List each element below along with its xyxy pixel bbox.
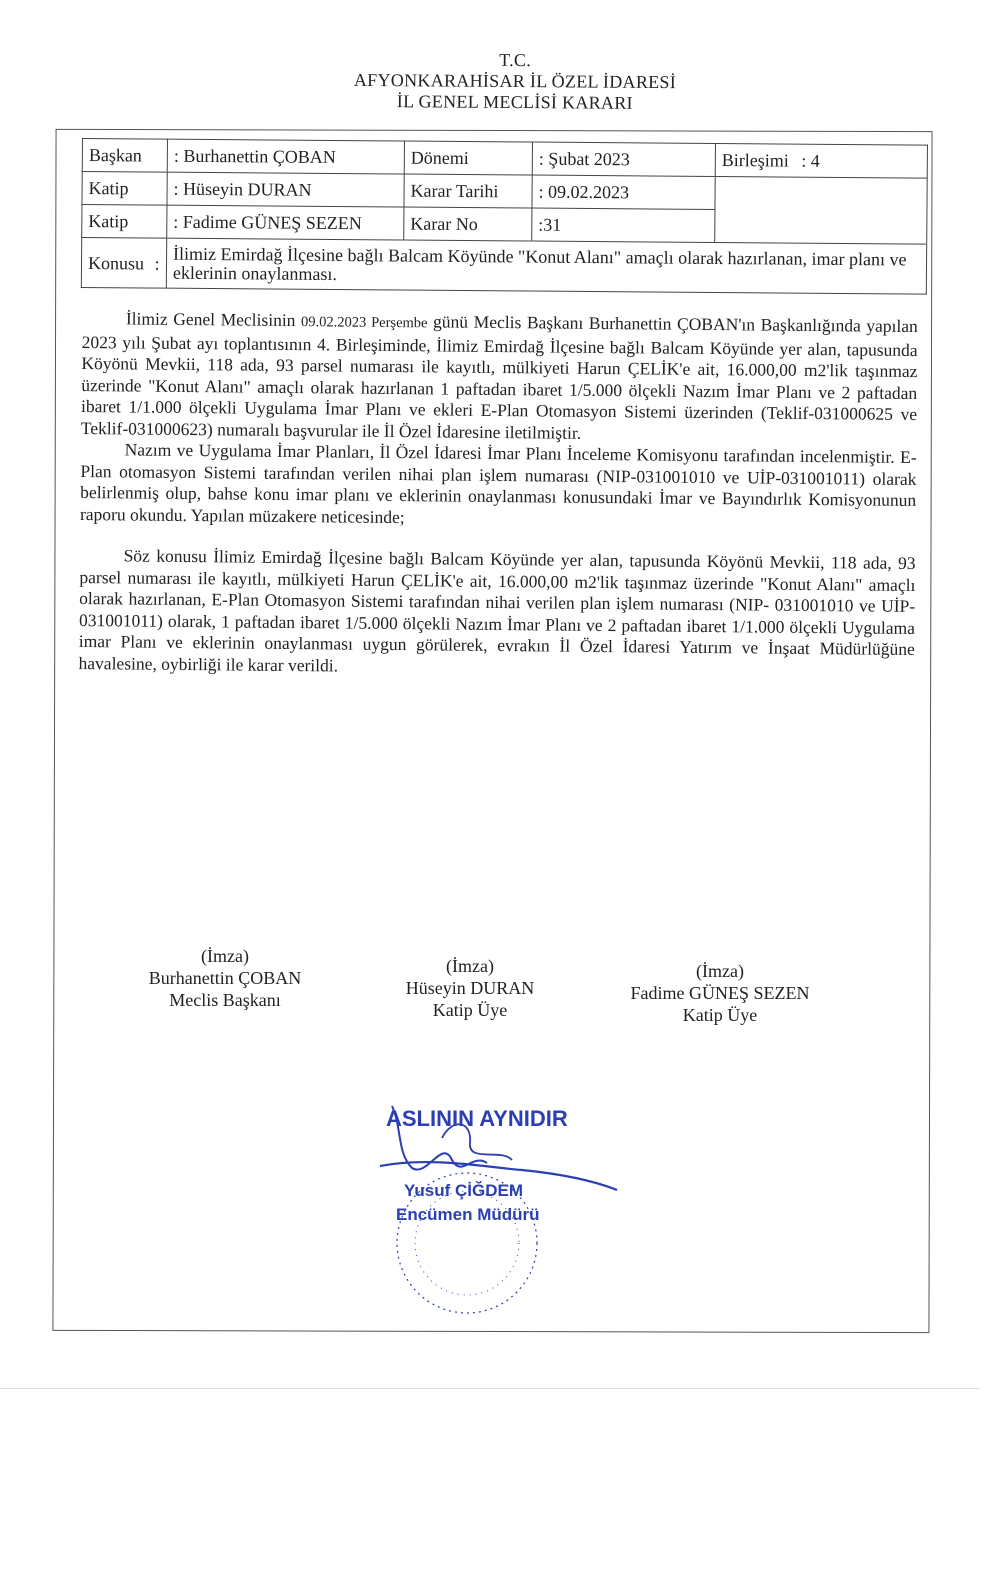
session-label: Birleşimi: [721, 150, 789, 171]
subject-label-text: Konusu: [87, 252, 145, 273]
term-label: Dönemi: [404, 141, 532, 175]
subject-colon: :: [154, 253, 160, 274]
signature-mark: (İmza): [696, 961, 744, 981]
clerk2-value: : Fadime GÜNEŞ SEZEN: [167, 205, 404, 240]
stamp-officer-title: Encümen Müdürü: [396, 1205, 540, 1224]
header-institution: AFYONKARAHİSAR İL ÖZEL İDARESİ: [353, 69, 677, 93]
stamp-officer-name: Yusuf ÇİĞDEM: [404, 1181, 524, 1200]
signature-clerk-1: [375, 955, 565, 1021]
info-row: [81, 238, 926, 295]
signatory-title: Katip Üye: [682, 1005, 758, 1025]
paragraph-1-date: 09.02.2023 Perşembe: [300, 314, 428, 332]
signature-mark: (İmza): [201, 946, 249, 966]
signatory-name: Burhanettin ÇOBAN: [148, 968, 302, 988]
scan-edge-line: [0, 1388, 980, 1389]
session-cell: [715, 143, 927, 178]
decision-body: [78, 308, 917, 682]
subject-label: [81, 238, 166, 289]
term-value: : Şubat 2023: [532, 142, 715, 176]
session-value: : 4: [801, 150, 820, 171]
paragraph-1: [81, 308, 918, 447]
subject-value: İlimiz Emirdağ İlçesine bağlı Balcam Köyünde "Konut Alanı" amaçlı olarak hazırlanan, imar planı ve eklerinin onaylanması.: [166, 238, 926, 294]
signature-clerk-2: [610, 960, 830, 1026]
empty-cell: [715, 176, 927, 211]
signatory-name: Hüseyin DURAN: [405, 978, 535, 998]
decision-date-value: : 09.02.2023: [532, 175, 715, 209]
signature-mark: (İmza): [446, 956, 494, 976]
signatory-title: Katip Üye: [432, 1000, 508, 1020]
decision-info-table: [81, 138, 928, 295]
decision-date-label: Karar Tarihi: [404, 174, 532, 208]
paragraph-2: Nazım ve Uygulama İmar Planları, İl Özel İdaresi İmar Planı İnceleme Komisyonu tarafından incelenmiştir. E-Plan otomasyon Sistemi tarafından verilen nihai plan işlem numarası (NIP-031001010 ve UİP-031001011) olarak belirlenmiş olup, bahse konu imar planı ve eklerinin onaylanması konusundaki İmar ve Bayındırlık Komisyonunun raporu okundu. Yapılan müzakere neticesinde;: [79, 439, 917, 527]
clerk1-label: Katip: [82, 172, 167, 206]
header-country: T.C.: [499, 49, 532, 71]
paragraph-1-start: İlimiz Genel Meclisinin: [125, 308, 302, 331]
decision-number-value: :31: [532, 208, 715, 242]
clerk2-label: Katip: [82, 205, 167, 239]
clerk1-value: : Hüseyin DURAN: [167, 172, 404, 207]
signatory-name: Fadime GÜNEŞ SEZEN: [630, 983, 810, 1003]
president-label: Başkan: [82, 139, 167, 173]
paragraph-3: Söz konusu İlimiz Emirdağ İlçesine bağlı Balcam Köyünde yer alan, tapusunda Köyönü Mevkii, 118 ada, 93 parsel numarası ile kayıtlı, mülkiyeti Harun ÇELİK'e ait, 16.000,00 m2'lik taşınmaz üzerinde "Konut Alanı" amaçlı olarak hazırlanan, E-Plan Otomasyon Sistemi tarafından nihai verilen plan işlem numarası (NIP- 031001010 ve UİP-031001011) olarak, 1 paftadan ibaret 1/5.000 ölçekli Nazım İmar Planı ve 2 paftadan ibaret 1/1.000 ölçekli Uygulama imar Planı ve eklerinin onaylanması uygun görülerek, evrakın İl Özel İdaresi Yatırım ve İnşaat Müdürlüğüne havalesine, oybirliği ile karar verildi.: [78, 545, 916, 675]
president-value: : Burhanettin ÇOBAN: [167, 139, 404, 174]
signatory-title: Meclis Başkanı: [169, 990, 281, 1010]
certified-copy-stamp: [372, 1098, 632, 1318]
paragraph-1-rest: günü Meclis Başkanı Burhanettin ÇOBAN'ın Başkanlığında yapılan 2023 yılı Şubat ayı toplantısının 4. Birleşiminde, İlimiz Emirdağ İlçesine bağlı Balcam Köyünde yer alan, tapusunda Köyönü Mevkii, 118 ada, 93 parsel numarası ile kayıtlı, mülkiyeti Harun ÇELİK'e ait, 16.000,00 m2'lik taşınmaz üzerinde "Konut Alanı" amaçlı olarak hazırlanan 1 paftadan ibaret 1/5.000 ölçekli Nazım İmar Planı ve 2 paftadan ibaret 1/1.000 ölçekli Uygulama İmar Planı ve ekleri E-Plan Otomasyon Sistemi üzerinden (Teklif-031000625 ve Teklif-031000623) numaralı başvurular ile İl Özel İdaresine iletilmiştir.: [80, 311, 918, 443]
empty-cell: [715, 209, 927, 244]
signature-president: [130, 945, 320, 1011]
document-header: [0, 46, 1000, 116]
header-document-type: İL GENEL MECLİSİ KARARI: [396, 91, 633, 113]
decision-number-label: Karar No: [404, 207, 532, 241]
stamp-certified-text: ASLININ AYNIDIR: [386, 1106, 568, 1131]
